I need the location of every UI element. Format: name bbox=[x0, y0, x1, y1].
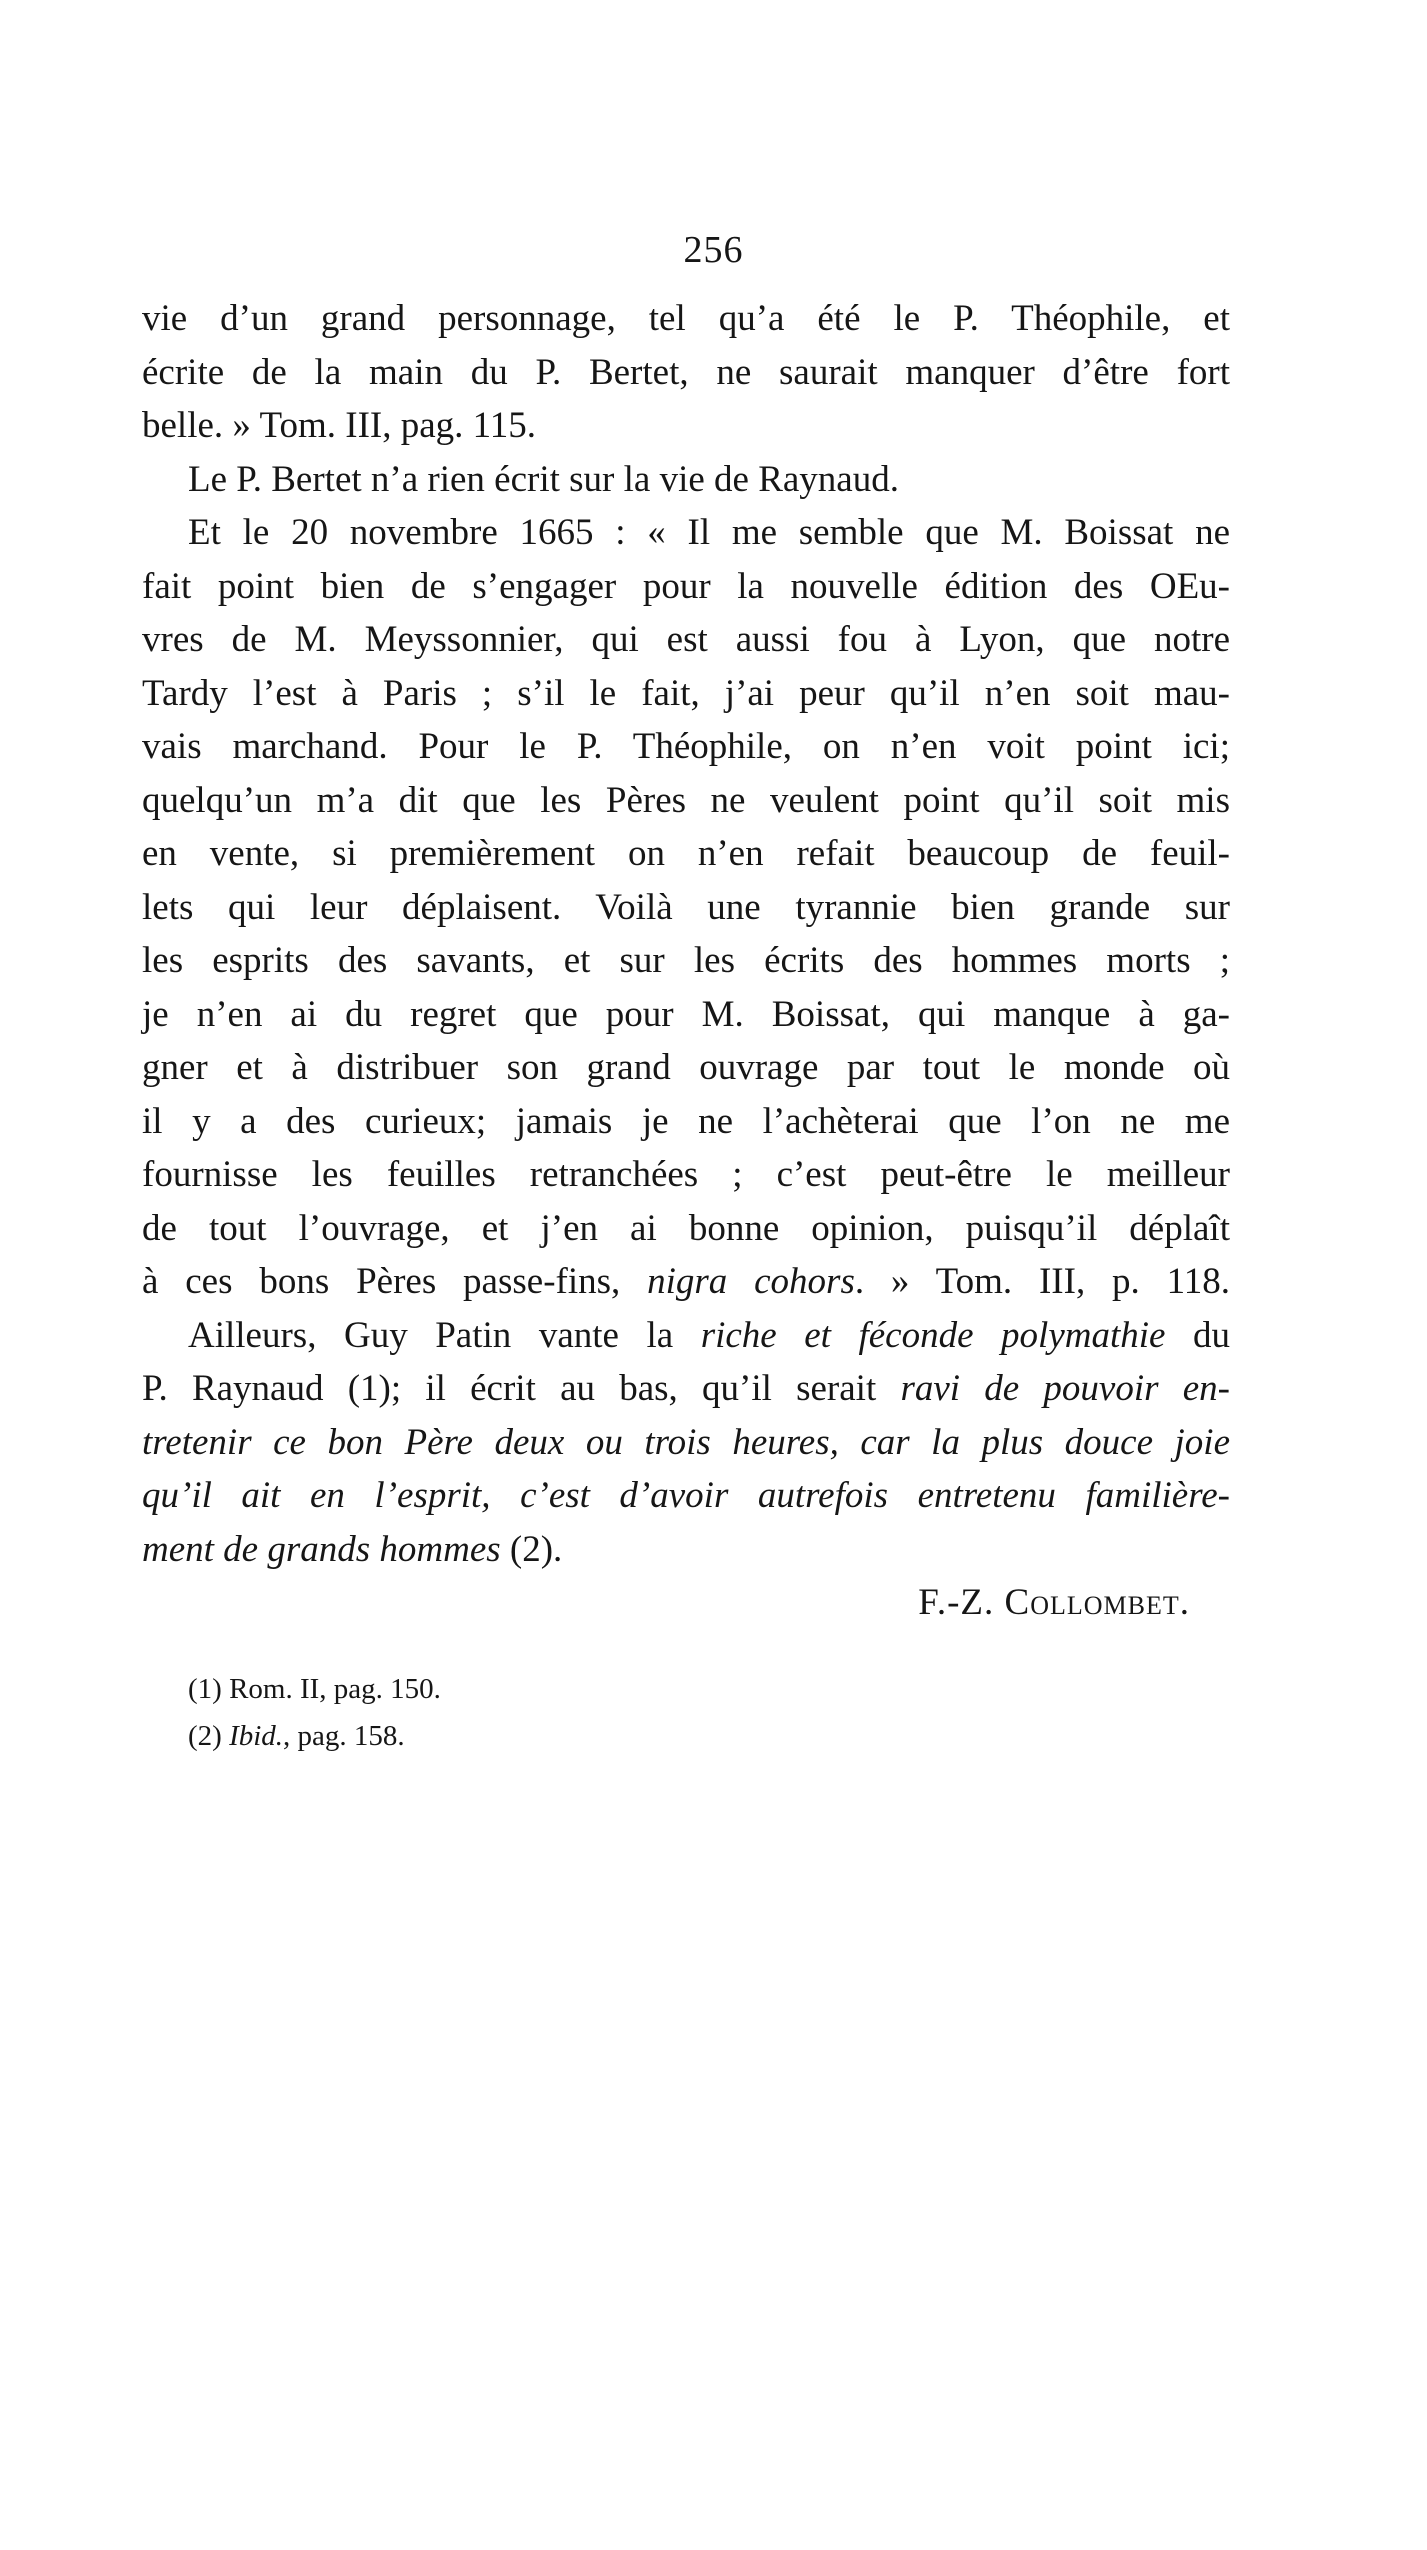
text-line bbox=[142, 613, 1230, 667]
text-line bbox=[142, 506, 1230, 560]
italic-text: ravi de pouvoir en- bbox=[900, 1368, 1230, 1409]
text-run: fait point bien de s’engager pour la nouvelle édition des OEu- bbox=[142, 565, 1230, 607]
text-line bbox=[142, 1416, 1230, 1470]
text-line bbox=[142, 667, 1230, 721]
text-run: je n’en ai du regret que pour M. Boissat, qui manque à ga- bbox=[142, 993, 1230, 1035]
italic-text: riche et féconde polymathie bbox=[700, 1314, 1166, 1356]
text-run: écrite de la main du P. Bertet, ne saurait manquer d’être fort bbox=[142, 351, 1230, 393]
text-run: Tardy l’est à Paris ; s’il le fait, j’ai peur qu’il n’en soit mau- bbox=[142, 672, 1230, 714]
text-line bbox=[142, 292, 1230, 346]
text-run: vie d’un grand personnage, tel qu’a été le P. Théophile, et bbox=[142, 298, 1230, 339]
text-line bbox=[142, 1041, 1230, 1095]
text-run: (2) bbox=[188, 1720, 230, 1752]
text-run: (2). bbox=[500, 1528, 563, 1570]
signature-initials: F.-Z. bbox=[918, 1582, 1005, 1623]
text-line bbox=[142, 1309, 1230, 1363]
text-run: du bbox=[1165, 1314, 1230, 1356]
text-run: (1) Rom. II, pag. 150. bbox=[188, 1673, 441, 1705]
text-line bbox=[142, 1523, 1230, 1577]
text-run: les esprits des savants, et sur les écrits des hommes morts ; bbox=[142, 940, 1230, 981]
italic-text: ment de grands hommes bbox=[142, 1528, 501, 1570]
text-run: à ces bons Pères passe-fins, bbox=[142, 1261, 648, 1302]
text-run: Le P. Bertet n’a rien écrit sur la vie de Raynaud. bbox=[188, 458, 899, 500]
text-run: vres de M. Meyssonnier, qui est aussi fou à Lyon, que notre bbox=[142, 619, 1230, 660]
text-line bbox=[142, 881, 1230, 935]
text-line bbox=[142, 827, 1230, 881]
text-run: fournisse les feuilles retranchées ; c’est peut-être le meilleur bbox=[142, 1154, 1230, 1195]
italic-text: nigra cohors bbox=[647, 1261, 855, 1302]
text-line bbox=[142, 560, 1230, 614]
italic-text: Ibid. bbox=[229, 1720, 284, 1752]
text-line bbox=[142, 720, 1230, 774]
italic-text: qu’il ait en l’esprit, c’est d’avoir autrefois entretenu familière- bbox=[142, 1475, 1230, 1516]
footnotes bbox=[188, 1666, 441, 1760]
text-run: gner et à distribuer son grand ouvrage par tout le monde où bbox=[142, 1047, 1230, 1088]
page-number: 256 bbox=[683, 229, 744, 271]
text-run: P. Raynaud (1); il écrit au bas, qu’il serait bbox=[142, 1368, 901, 1409]
text-run: vais marchand. Pour le P. Théophile, on n’en voit point ici; bbox=[142, 726, 1230, 767]
text-line bbox=[142, 774, 1230, 828]
text-line bbox=[142, 453, 1230, 507]
text-run: de tout l’ouvrage, et j’en ai bonne opinion, puisqu’il déplaît bbox=[142, 1207, 1230, 1249]
author-signature bbox=[142, 1576, 1230, 1630]
text-line bbox=[142, 346, 1230, 400]
text-line bbox=[142, 1148, 1230, 1202]
text-run: en vente, si premièrement on n’en refait beaucoup de feuil- bbox=[142, 833, 1230, 874]
text-line bbox=[142, 1095, 1230, 1149]
footnote bbox=[188, 1713, 441, 1760]
text-line bbox=[142, 988, 1230, 1042]
text-run: Et le 20 novembre 1665 : « Il me semble que M. Boissat ne bbox=[188, 512, 1230, 553]
italic-text: tretenir ce bon Père deux ou trois heures, car la plus douce joie bbox=[142, 1421, 1230, 1463]
text-line bbox=[142, 1362, 1230, 1416]
text-run: lets qui leur déplaisent. Voilà une tyrannie bien grande sur bbox=[142, 886, 1230, 928]
text-line bbox=[142, 1469, 1230, 1523]
text-line bbox=[142, 1202, 1230, 1256]
text-line bbox=[142, 1255, 1230, 1309]
text-run: Ailleurs, Guy Patin vante la bbox=[188, 1314, 701, 1356]
text-run: belle. » Tom. III, pag. 115. bbox=[142, 405, 537, 446]
text-line bbox=[142, 399, 1230, 453]
signature-surname: Collombet. bbox=[1004, 1582, 1190, 1623]
text-run: quelqu’un m’a dit que les Pères ne veulent point qu’il soit mis bbox=[142, 779, 1230, 821]
body-text bbox=[142, 292, 1230, 1630]
text-run: , pag. 158. bbox=[283, 1720, 405, 1752]
text-run: il y a des curieux; jamais je ne l’achèterai que l’on ne me bbox=[142, 1100, 1230, 1142]
footnote bbox=[188, 1666, 441, 1713]
text-run: . » Tom. III, p. 118. bbox=[854, 1261, 1230, 1302]
text-line bbox=[142, 934, 1230, 988]
